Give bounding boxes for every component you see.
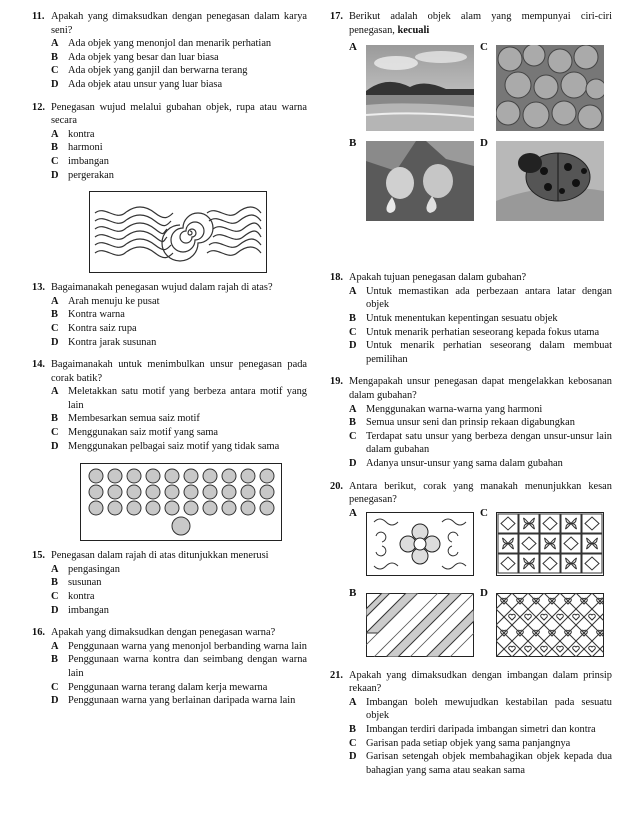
grid-circle xyxy=(222,469,236,483)
circle-grid-figure xyxy=(80,463,307,541)
option-letter: A xyxy=(51,386,59,398)
option-a xyxy=(51,128,307,142)
option-text: Kontra jarak susunan xyxy=(68,336,157,348)
question-14 xyxy=(32,358,307,453)
option-list xyxy=(51,385,307,453)
option-text: Garisan setengah objek membahagikan objek kepada dua bahagian yang sama atau seakan sama xyxy=(366,751,612,776)
cashew-photo xyxy=(366,141,474,221)
option-letter: D xyxy=(349,457,357,469)
option-a xyxy=(51,563,307,577)
option-text: Adanya unsur-unsur yang sama dalam gubahan xyxy=(366,457,563,469)
option-c xyxy=(51,64,307,78)
question-number: 12. xyxy=(32,101,45,113)
grid-circle xyxy=(241,469,255,483)
option-text: Meletakkan satu motif yang berbeza antara motif yang lain xyxy=(68,386,307,411)
grid-circle xyxy=(222,501,236,515)
grid-circle xyxy=(165,501,179,515)
option-letter: A xyxy=(349,403,357,415)
option-text: Ada objek atau unsur yang luar biasa xyxy=(68,78,223,90)
grid-circle xyxy=(165,485,179,499)
option-letter: B xyxy=(349,724,356,736)
option-letter: D xyxy=(51,695,59,707)
q20-pattern-grid xyxy=(330,507,612,657)
question-15 xyxy=(32,549,307,617)
grid-circle xyxy=(260,485,274,499)
question-number: 11. xyxy=(32,11,45,22)
grid-circle xyxy=(108,501,122,515)
option-letter: C xyxy=(51,322,59,334)
option-letter: C xyxy=(51,681,59,693)
option-letter: D xyxy=(51,169,59,181)
grid-circle xyxy=(203,485,217,499)
question-text: Antara berikut, corak yang manakah menunjukkan kesan penegasan? xyxy=(349,480,612,506)
ladybug-photo xyxy=(496,141,604,221)
question-number: 13. xyxy=(32,282,45,294)
question-13 xyxy=(32,281,307,349)
option-a xyxy=(51,295,307,309)
option-list xyxy=(51,640,307,708)
left-column xyxy=(32,10,307,717)
option-list xyxy=(51,295,307,349)
question-text: Penegasan wujud melalui gubahan objek, rupa atau warna secara xyxy=(51,101,307,127)
grid-circle xyxy=(260,469,274,483)
option-d xyxy=(51,694,307,708)
option-letter: C xyxy=(51,427,59,439)
option-letter: D xyxy=(349,751,357,763)
circle-grid-drawing xyxy=(80,463,282,541)
option-d xyxy=(51,78,307,92)
option-letter: C xyxy=(349,737,357,749)
pattern-a xyxy=(366,512,474,576)
option-b xyxy=(349,312,612,326)
option-c xyxy=(349,430,612,457)
question-21 xyxy=(330,669,612,778)
option-a xyxy=(349,696,612,723)
option-letter: C xyxy=(349,430,357,442)
option-letter: A xyxy=(51,640,59,652)
option-d xyxy=(349,457,612,471)
option-text: pengasingan xyxy=(68,563,120,575)
grid-circle xyxy=(241,501,255,515)
option-text: pergerakan xyxy=(68,169,114,181)
option-text: Menggunakan saiz motif yang sama xyxy=(68,427,219,439)
option-text: Membesarkan semua saiz motif xyxy=(68,413,200,425)
option-text: kontra xyxy=(68,128,95,140)
option-c xyxy=(349,737,612,751)
island-photo xyxy=(366,45,474,131)
spiral-wave-drawing xyxy=(89,191,267,273)
option-d xyxy=(349,750,612,777)
q17-image-grid xyxy=(330,41,612,221)
option-text: Garisan pada setiap objek yang sama panjangnya xyxy=(366,737,571,749)
grid-circle xyxy=(146,469,160,483)
option-b xyxy=(51,576,307,590)
question-text: Mengapakah unsur penegasan dapat mengelakkan kebosanan dalam gubahan? xyxy=(349,376,612,401)
option-letter: D xyxy=(51,604,59,616)
question-text: Apakah yang dimaksudkan dengan penegasan warna? xyxy=(51,627,276,639)
question-text: Apakah tujuan penegasan dalam gubahan? xyxy=(349,272,527,284)
grid-circle xyxy=(127,485,141,499)
question-text: Penegasan dalam rajah di atas ditunjukkan menerusi xyxy=(51,550,269,562)
question-text: Apakah yang dimaksudkan dengan penegasan dalam karya seni? xyxy=(51,11,307,36)
option-text: Untuk memastikan ada perbezaan antara latar dengan objek xyxy=(366,285,612,311)
option-letter: D xyxy=(51,78,59,90)
option-letter: B xyxy=(51,142,58,154)
option-letter: B xyxy=(51,413,58,425)
question-20 xyxy=(330,480,612,507)
option-text: imbangan xyxy=(68,155,109,167)
grid-circle xyxy=(260,501,274,515)
question-12 xyxy=(32,101,307,183)
pattern-d xyxy=(496,593,604,657)
option-letter: B xyxy=(349,312,356,324)
option-b xyxy=(51,51,307,65)
option-letter: A xyxy=(349,285,357,297)
question-number: 14. xyxy=(32,359,45,371)
question-text: Bagaimanakah penegasan wujud dalam rajah di atas? xyxy=(51,282,273,294)
option-text: imbangan xyxy=(68,604,109,616)
label-b: B xyxy=(349,137,357,150)
option-letter: B xyxy=(51,577,58,589)
option-text: kontra xyxy=(68,591,95,603)
grid-circle xyxy=(89,469,103,483)
option-c xyxy=(51,681,307,695)
option-text: Kontra saiz rupa xyxy=(68,322,137,334)
option-text: Imbangan boleh mewujudkan kestabilan pada sesuatu objek xyxy=(366,696,612,722)
option-list xyxy=(51,37,307,91)
option-c xyxy=(51,590,307,604)
pattern-b xyxy=(366,593,474,657)
option-list xyxy=(349,285,612,367)
option-list xyxy=(51,563,307,617)
grid-circle xyxy=(146,485,160,499)
question-text xyxy=(349,10,612,37)
option-d xyxy=(51,169,307,183)
option-a xyxy=(349,285,612,312)
option-text: Menggunakan warna-warna yang harmoni xyxy=(366,403,543,415)
option-text: Untuk menarik perhatian seseorang dalam membuat pemilihan xyxy=(366,340,612,365)
pattern-c xyxy=(496,512,604,576)
option-b xyxy=(349,723,612,737)
option-b xyxy=(51,308,307,322)
option-text: Kontra warna xyxy=(68,309,125,321)
grid-circle xyxy=(222,485,236,499)
question-text: Bagaimanakah untuk menimbulkan unsur penegasan pada corak batik? xyxy=(51,359,307,384)
label-d: D xyxy=(480,586,488,599)
option-b xyxy=(51,653,307,680)
option-b xyxy=(51,412,307,426)
option-c xyxy=(349,326,612,340)
grid-circle xyxy=(203,501,217,515)
grid-circle xyxy=(241,485,255,499)
label-c: C xyxy=(480,506,488,519)
question-number: 17. xyxy=(330,11,343,22)
question-text-emphasis: kecuali xyxy=(397,24,430,36)
option-text: Terdapat satu unsur yang berbeza dengan unsur-unsur lain dalam gubahan xyxy=(366,430,612,456)
option-text: Semua unsur seni dan prinsip rekaan digabungkan xyxy=(366,417,575,429)
option-letter: B xyxy=(349,417,356,429)
option-text: Ada objek yang menonjol dan menarik perhatian xyxy=(68,38,272,50)
option-letter: D xyxy=(51,440,59,452)
option-letter: B xyxy=(51,309,58,321)
option-list xyxy=(349,403,612,471)
option-letter: D xyxy=(349,340,357,352)
option-letter: A xyxy=(349,696,357,708)
fruit-photo xyxy=(496,45,604,131)
question-number: 19. xyxy=(330,376,343,388)
option-text: Menggunakan pelbagai saiz motif yang tidak sama xyxy=(68,440,280,452)
grid-circle xyxy=(108,469,122,483)
spiral-wave-figure xyxy=(89,191,307,273)
grid-circle xyxy=(184,485,198,499)
question-number: 16. xyxy=(32,627,45,639)
grid-circle xyxy=(108,485,122,499)
option-text: Penggunaan warna yang menonjol berbanding warna lain xyxy=(68,640,307,652)
grid-circle xyxy=(127,469,141,483)
grid-circle xyxy=(89,485,103,499)
option-d xyxy=(51,440,307,454)
option-text: Untuk menentukan kepentingan sesuatu objek xyxy=(366,312,558,324)
option-letter: B xyxy=(51,654,58,666)
option-d xyxy=(349,339,612,366)
label-b: B xyxy=(349,586,357,599)
grid-circle xyxy=(146,501,160,515)
option-letter: B xyxy=(51,51,58,63)
question-18 xyxy=(330,271,612,366)
option-a xyxy=(51,385,307,412)
question-number: 21. xyxy=(330,669,343,681)
label-a: A xyxy=(349,506,357,519)
label-a: A xyxy=(349,41,357,54)
option-text: Imbangan terdiri daripada imbangan simetri dan kontra xyxy=(366,724,596,736)
label-c: C xyxy=(480,41,488,54)
question-text-main: Berikut adalah objek alam yang mempunyai ciri-ciri penegasan, xyxy=(349,11,612,36)
option-d xyxy=(51,336,307,350)
option-letter: C xyxy=(349,326,357,338)
option-text: harmoni xyxy=(68,142,103,154)
option-letter: A xyxy=(51,128,59,140)
option-text: Penggunaan warna terang dalam kerja mewarna xyxy=(68,681,268,693)
option-c xyxy=(51,322,307,336)
option-c xyxy=(51,155,307,169)
grid-circle xyxy=(127,501,141,515)
option-text: Ada objek yang ganjil dan berwarna terang xyxy=(68,65,248,77)
option-letter: C xyxy=(51,155,59,167)
option-text: Arah menuju ke pusat xyxy=(68,295,160,307)
question-19 xyxy=(330,375,612,470)
question-11 xyxy=(32,10,307,92)
option-letter: A xyxy=(51,295,59,307)
grid-circle xyxy=(165,469,179,483)
question-17 xyxy=(330,10,612,37)
option-letter: D xyxy=(51,336,59,348)
option-text: Ada objek yang besar dan luar biasa xyxy=(68,51,219,63)
option-b xyxy=(349,416,612,430)
option-letter: C xyxy=(51,591,59,603)
option-a xyxy=(51,640,307,654)
option-b xyxy=(51,141,307,155)
grid-circle xyxy=(184,501,198,515)
option-letter: A xyxy=(51,563,59,575)
grid-circle xyxy=(203,469,217,483)
question-number: 18. xyxy=(330,272,343,284)
question-number: 20. xyxy=(330,480,343,492)
grid-circle xyxy=(184,469,198,483)
question-16 xyxy=(32,626,307,708)
grid-circle xyxy=(89,501,103,515)
option-list xyxy=(51,128,307,182)
option-letter: C xyxy=(51,65,59,77)
large-circle xyxy=(172,517,190,535)
label-d: D xyxy=(480,137,488,150)
option-text: Penggunaan warna kontra dan seimbang dengan warna lain xyxy=(68,654,307,679)
option-list xyxy=(349,696,612,778)
option-a xyxy=(349,403,612,417)
option-text: Untuk menarik perhatian seseorang kepada fokus utama xyxy=(366,326,600,338)
question-text: Apakah yang dimaksudkan dengan imbangan dalam prinsip rekaan? xyxy=(349,669,612,695)
option-text: susunan xyxy=(68,577,102,589)
option-a xyxy=(51,37,307,51)
question-number: 15. xyxy=(32,550,45,562)
option-c xyxy=(51,426,307,440)
option-d xyxy=(51,604,307,618)
right-column xyxy=(330,10,612,786)
option-letter: A xyxy=(51,38,59,50)
option-text: Penggunaan warna yang berlainan daripada warna lain xyxy=(68,695,296,707)
